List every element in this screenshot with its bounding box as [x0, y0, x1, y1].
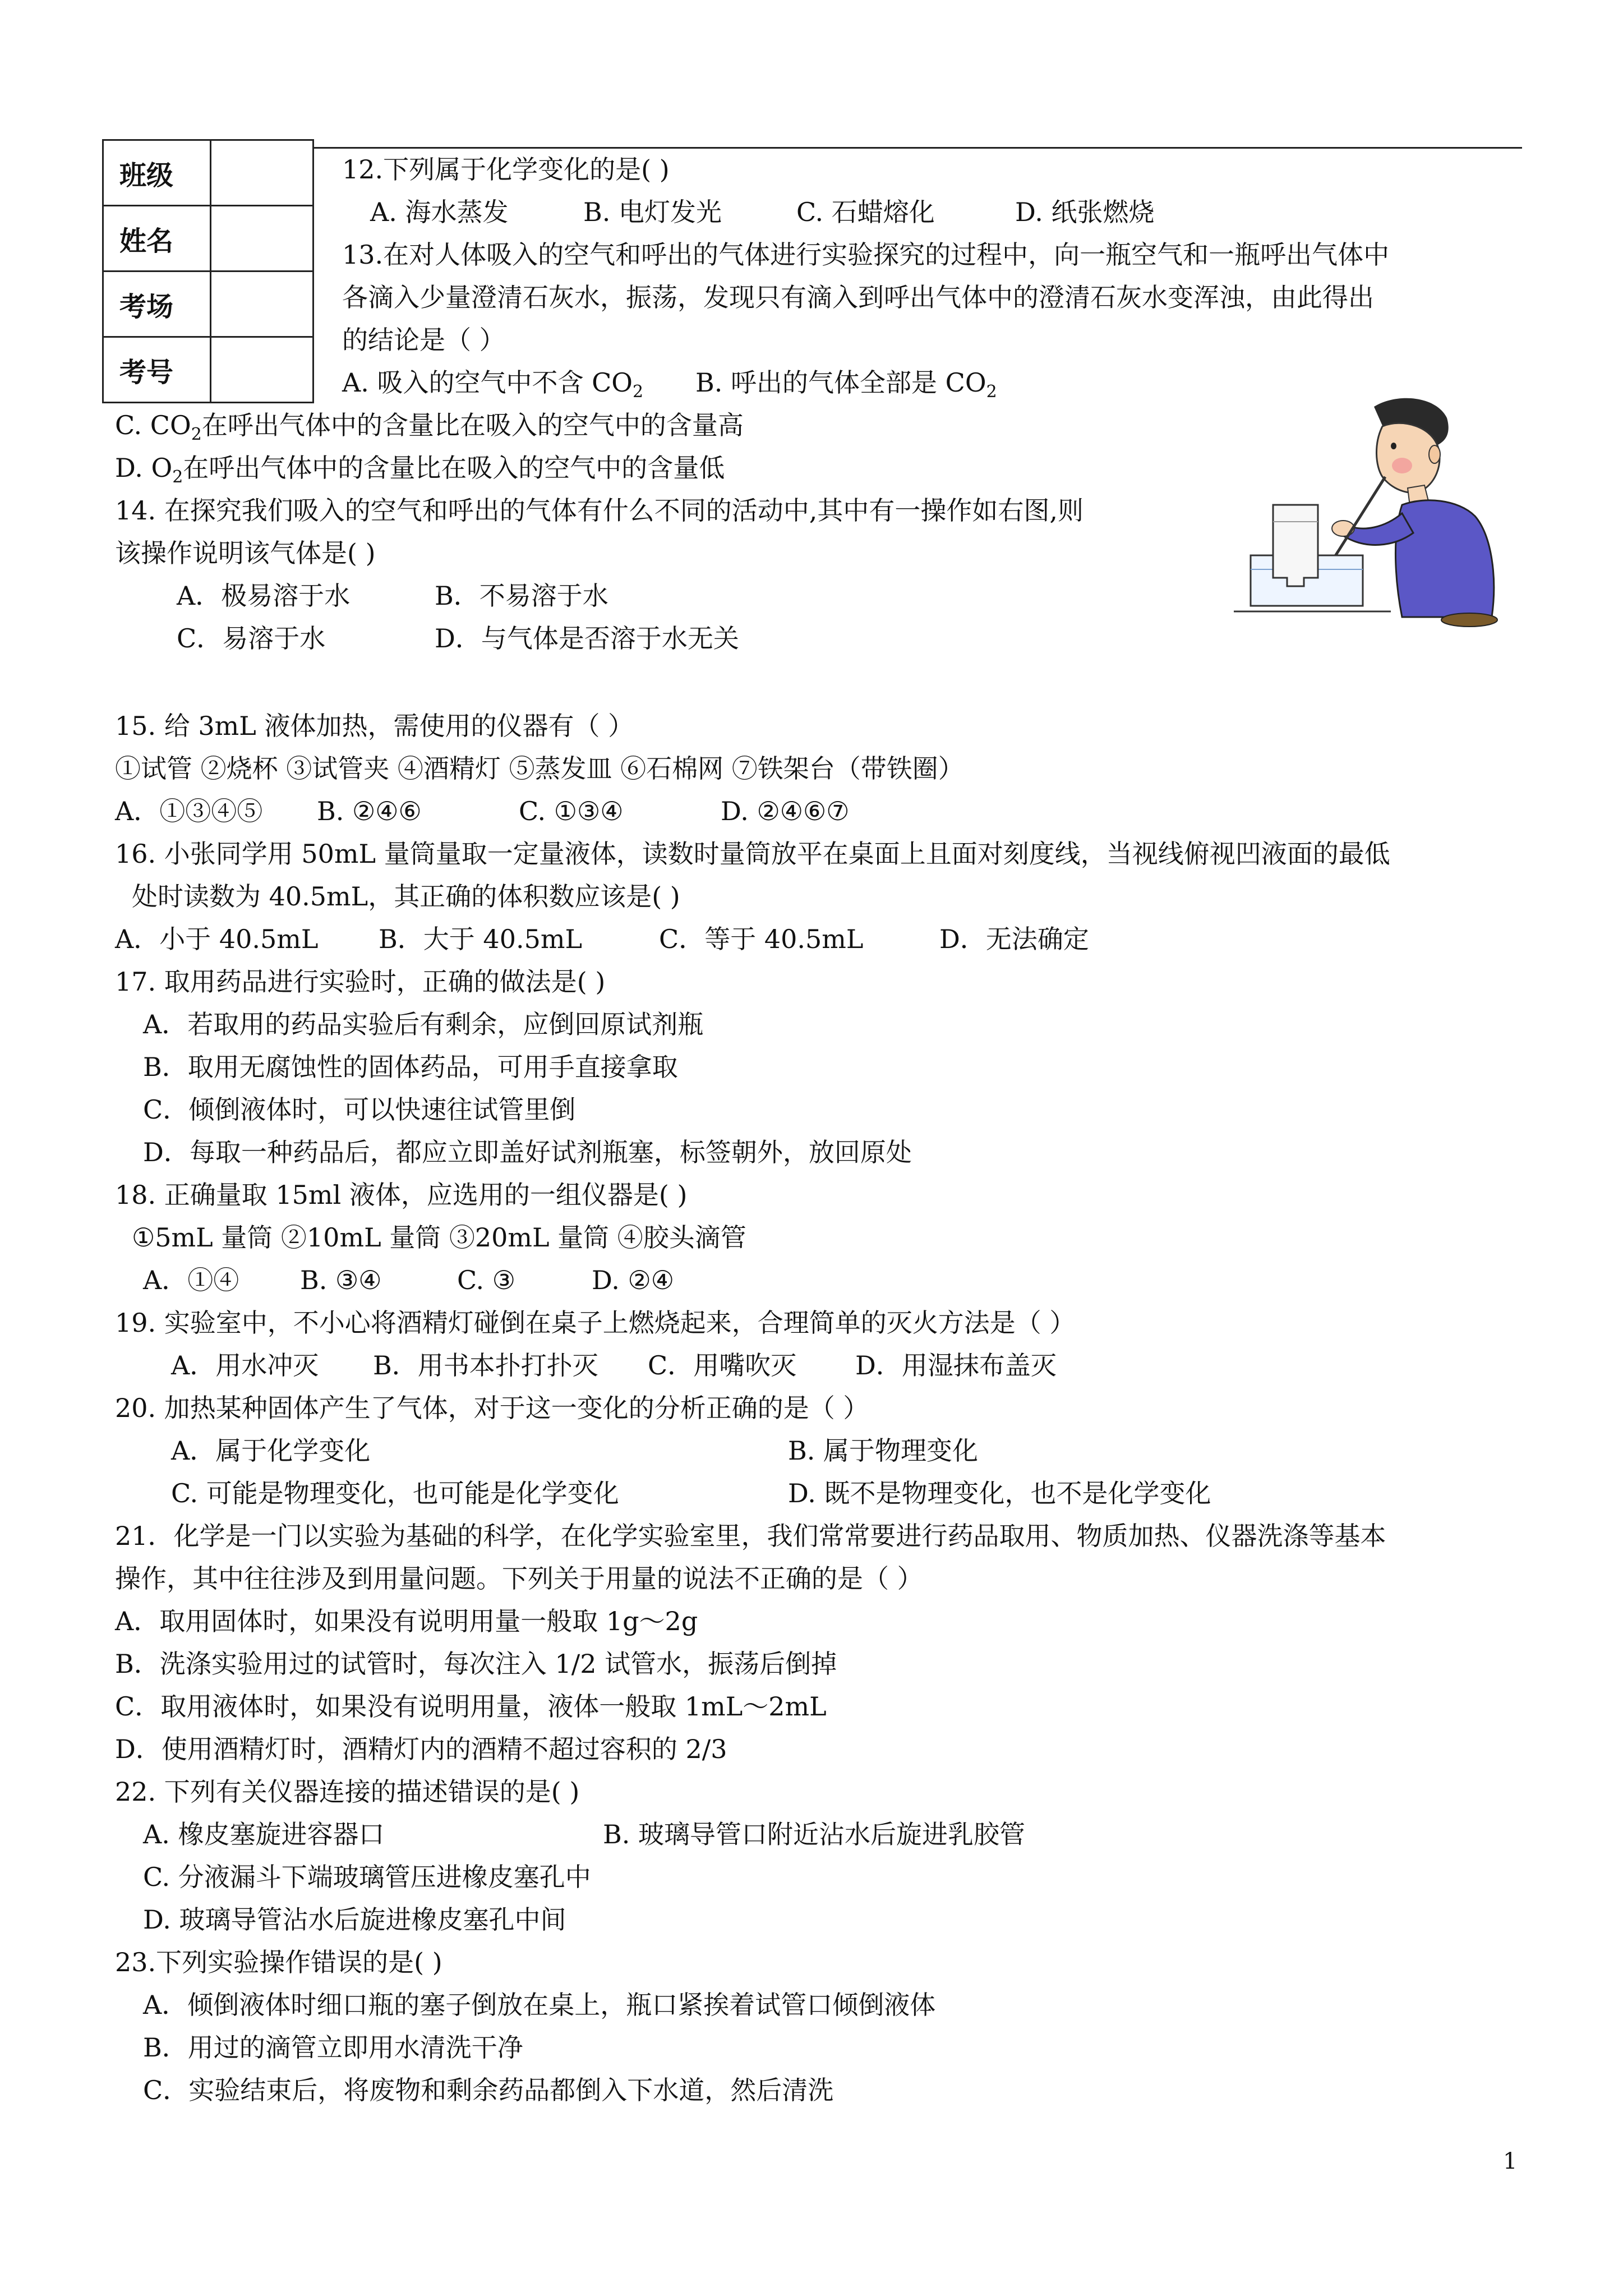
- q16-stem-line2: 处时读数为 40.5mL，其正确的体积数应该是( ): [132, 881, 680, 912]
- q17-option-d: D．每取一种药品后，都应立即盖好试剂瓶塞，标签朝外，放回原处: [143, 1137, 912, 1167]
- subscript: 2: [633, 382, 644, 402]
- q19-stem: 19. 实验室中，不小心将酒精灯碰倒在桌子上燃烧起来，合理简单的灭火方法是（ ）: [115, 1308, 1076, 1338]
- q19-option-a: A．用水冲灭: [171, 1350, 319, 1381]
- q13-option-a: [342, 366, 643, 409]
- q18-items: ①5mL 量筒 ②10mL 量筒 ③20mL 量筒 ④胶头滴管: [132, 1222, 746, 1253]
- q13-option-d-post: 在呼出气体中的含量比在吸入的空气中的含量低: [183, 453, 725, 483]
- q22-option-b: B. 玻璃导管口附近沾水后旋进乳胶管: [603, 1819, 1026, 1849]
- q12-option-a: A. 海水蒸发: [370, 197, 509, 227]
- q15-option-b: B. ②④⑥: [317, 796, 422, 826]
- q21-stem-line1: 21．化学是一门以实验为基础的科学，在化学实验室里，我们常常要进行药品取用、物质加热、仪器洗涤等基本: [115, 1521, 1386, 1551]
- q20-option-c: C. 可能是物理变化，也可能是化学变化: [171, 1478, 619, 1508]
- exam-room-value: [211, 272, 313, 337]
- breathing-experiment-figure: [1234, 393, 1537, 628]
- q21-option-c: C．取用液体时，如果没有说明用量，液体一般取 1mL～2mL: [115, 1691, 827, 1722]
- subscript: 2: [172, 467, 183, 487]
- q18-option-d: D. ②④: [592, 1265, 674, 1295]
- table-row: [103, 206, 313, 272]
- q17-option-b: B．取用无腐蚀性的固体药品，可用手直接拿取: [143, 1052, 678, 1082]
- q13-option-d-pre: D. O: [115, 453, 173, 483]
- q16-stem-line1: 16. 小张同学用 50mL 量筒量取一定量液体，读数时量筒放平在桌面上且面对刻度线，当视线俯视凹液面的最低: [115, 839, 1390, 869]
- subscript: 2: [191, 425, 202, 445]
- page-number: 1: [1503, 2148, 1518, 2174]
- q22-option-c: C. 分液漏斗下端玻璃管压进橡皮塞孔中: [143, 1862, 591, 1892]
- q13-option-d: [115, 451, 725, 494]
- q19-option-d: D．用湿抹布盖灭: [855, 1350, 1057, 1381]
- q14-option-d: D．与气体是否溶于水无关: [435, 623, 739, 654]
- q17-option-c: C．倾倒液体时，可以快速往试管里倒: [143, 1094, 576, 1125]
- class-value: [211, 140, 313, 206]
- q20-stem: 20. 加热某种固体产生了气体，对于这一变化的分析正确的是（ ）: [115, 1393, 869, 1423]
- table-row: [103, 140, 313, 206]
- q15-items: ①试管 ②烧杯 ③试管夹 ④酒精灯 ⑤蒸发皿 ⑥石棉网 ⑦铁架台（带铁圈）: [115, 753, 964, 784]
- q13-option-c: [115, 408, 744, 452]
- q13-option-a-text: A. 吸入的空气中不含 CO: [342, 367, 633, 398]
- class-label: 班级: [103, 140, 211, 206]
- table-row: [103, 272, 313, 337]
- q23-option-c: C．实验结束后，将废物和剩余药品都倒入下水道，然后清洗: [143, 2075, 834, 2105]
- q22-stem: 22. 下列有关仪器连接的描述错误的是( ): [115, 1777, 580, 1807]
- student-info-table: [102, 139, 314, 403]
- q20-option-d: D. 既不是物理变化，也不是化学变化: [788, 1478, 1211, 1508]
- q15-stem: 15. 给 3mL 液体加热，需使用的仪器有（ ）: [115, 711, 634, 741]
- q21-option-d: D．使用酒精灯时，酒精灯内的酒精不超过容积的 2/3: [115, 1734, 727, 1764]
- q13-option-c-pre: C. CO: [115, 410, 191, 440]
- q18-option-a: A．①④: [143, 1265, 239, 1295]
- q23-option-a: A．倾倒液体时细口瓶的塞子倒放在桌上，瓶口紧挨着试管口倾倒液体: [143, 1990, 936, 2020]
- q20-option-b: B. 属于物理变化: [788, 1435, 979, 1466]
- q14-option-b: B．不易溶于水: [435, 581, 608, 611]
- q13-stem-line3: 的结论是（ ）: [342, 325, 505, 355]
- exam-number-value: [211, 337, 313, 403]
- q18-option-b: B. ③④: [300, 1265, 382, 1295]
- q13-stem-line1: 13.在对人体吸入的空气和呼出的气体进行实验探究的过程中，向一瓶空气和一瓶呼出气体中: [342, 240, 1390, 270]
- q14-option-c: C．易溶于水: [177, 623, 326, 654]
- q15-option-c: C. ①③④: [519, 796, 624, 826]
- q16-option-a: A．小于 40.5mL: [115, 924, 319, 954]
- q14-stem-line2: 该操作说明该气体是( ): [115, 538, 376, 568]
- q22-option-d: D. 玻璃导管沾水后旋进橡皮塞孔中间: [143, 1904, 566, 1935]
- q17-option-a: A．若取用的药品实验后有剩余，应倒回原试剂瓶: [143, 1009, 704, 1039]
- q21-option-b: B．洗涤实验用过的试管时，每次注入 1/2 试管水，振荡后倒掉: [115, 1649, 837, 1679]
- q16-option-b: B．大于 40.5mL: [379, 924, 583, 954]
- q13-option-c-post: 在呼出气体中的含量比在吸入的空气中的含量高: [201, 410, 744, 440]
- q15-option-a: A．①③④⑤: [115, 796, 263, 826]
- q14-option-a: A．极易溶于水: [177, 581, 351, 611]
- q20-option-a: A．属于化学变化: [171, 1435, 371, 1466]
- q13-option-b: [695, 366, 997, 409]
- q12-option-c: C. 石蜡熔化: [796, 197, 935, 227]
- q18-stem: 18. 正确量取 15ml 液体，应选用的一组仪器是( ): [115, 1180, 688, 1210]
- header-rule: [314, 147, 1522, 149]
- q21-stem-line2: 操作，其中往往涉及到用量问题。下列关于用量的说法不正确的是（ ）: [115, 1563, 923, 1594]
- q22-option-a: A. 橡皮塞旋进容器口: [143, 1819, 385, 1849]
- name-value: [211, 206, 313, 272]
- exam-room-label: 考场: [103, 272, 211, 337]
- q13-stem-line2: 各滴入少量澄清石灰水，振荡，发现只有滴入到呼出气体中的澄清石灰水变浑浊，由此得出: [342, 282, 1374, 312]
- q19-option-c: C．用嘴吹灭: [648, 1350, 797, 1381]
- subscript: 2: [986, 382, 997, 402]
- q23-option-b: B．用过的滴管立即用水清洗干净: [143, 2032, 523, 2063]
- name-label: 姓名: [103, 206, 211, 272]
- q14-stem-line1: 14. 在探究我们吸入的空气和呼出的气体有什么不同的活动中,其中有一操作如右图,则: [115, 495, 1084, 526]
- q16-option-c: C．等于 40.5mL: [659, 924, 864, 954]
- q17-stem: 17. 取用药品进行实验时，正确的做法是( ): [115, 967, 606, 997]
- table-row: [103, 337, 313, 403]
- q12-stem: 12.下列属于化学变化的是( ): [342, 154, 670, 185]
- q19-option-b: B．用书本扑打扑灭: [373, 1350, 598, 1381]
- q15-option-d: D. ②④⑥⑦: [721, 796, 850, 826]
- q12-option-b: B. 电灯发光: [583, 197, 722, 227]
- q18-option-c: C. ③: [457, 1265, 516, 1295]
- q12-option-d: D. 纸张燃烧: [1015, 197, 1155, 227]
- q21-option-a: A．取用固体时，如果没有说明用量一般取 1g～2g: [115, 1606, 698, 1636]
- q16-option-d: D．无法确定: [939, 924, 1089, 954]
- q23-stem: 23.下列实验操作错误的是( ): [115, 1947, 442, 1977]
- exam-number-label: 考号: [103, 337, 211, 403]
- q13-option-b-text: B. 呼出的气体全部是 CO: [695, 367, 986, 398]
